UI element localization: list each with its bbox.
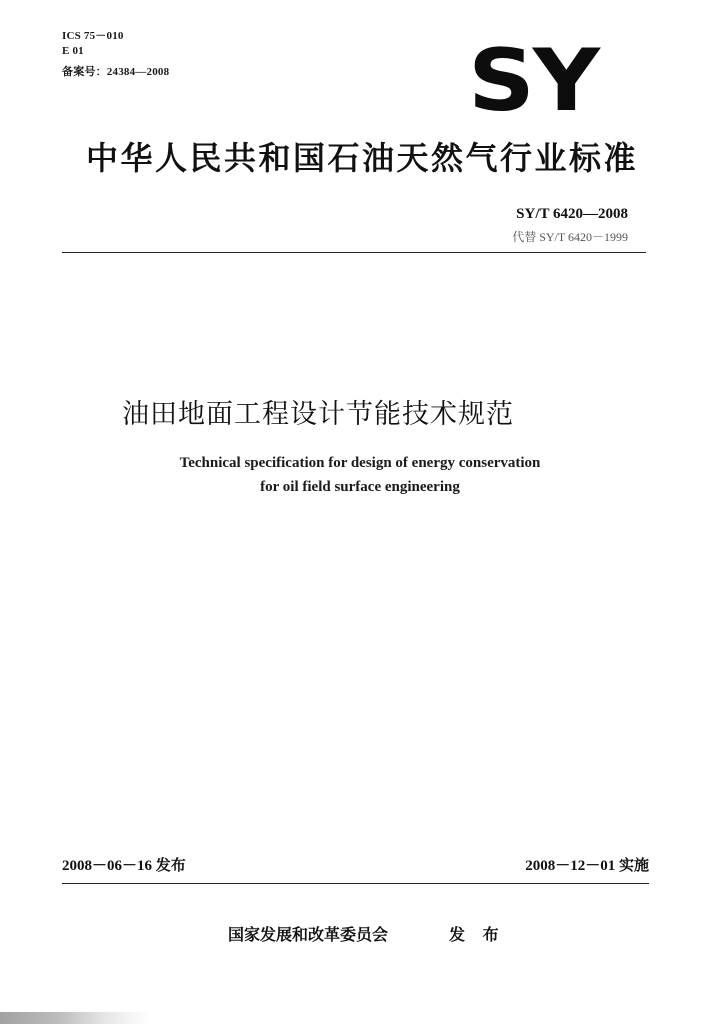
issue-label: 发 布: [449, 925, 505, 944]
scan-edge-artifact: [0, 1012, 150, 1024]
title-english-line2: for oil field surface engineering: [260, 479, 460, 495]
header-divider: [62, 252, 646, 253]
issuing-authority: 国家发展和改革委员会: [228, 925, 389, 944]
sy-logo: SY: [468, 31, 598, 131]
standard-body-title: 中华人民共和国石油天然气行业标准: [86, 139, 639, 177]
ics-code: ICS 75－010: [62, 30, 124, 42]
footer-divider: [62, 883, 649, 884]
filing-number: 备案号：24384—2008: [62, 66, 170, 78]
implement-date: 2008－12－01 实施: [525, 858, 649, 874]
replaces-standard: 代替 SY/T 6420－1999: [512, 230, 628, 244]
title-chinese: 油田地面工程设计节能技术规范: [122, 399, 514, 430]
publish-date: 2008－06－16 发布: [62, 858, 186, 874]
title-english-line1: Technical specification for design of energy conservation: [179, 455, 541, 471]
category-code: E 01: [62, 45, 84, 57]
standard-number: SY/T 6420—2008: [516, 206, 628, 222]
